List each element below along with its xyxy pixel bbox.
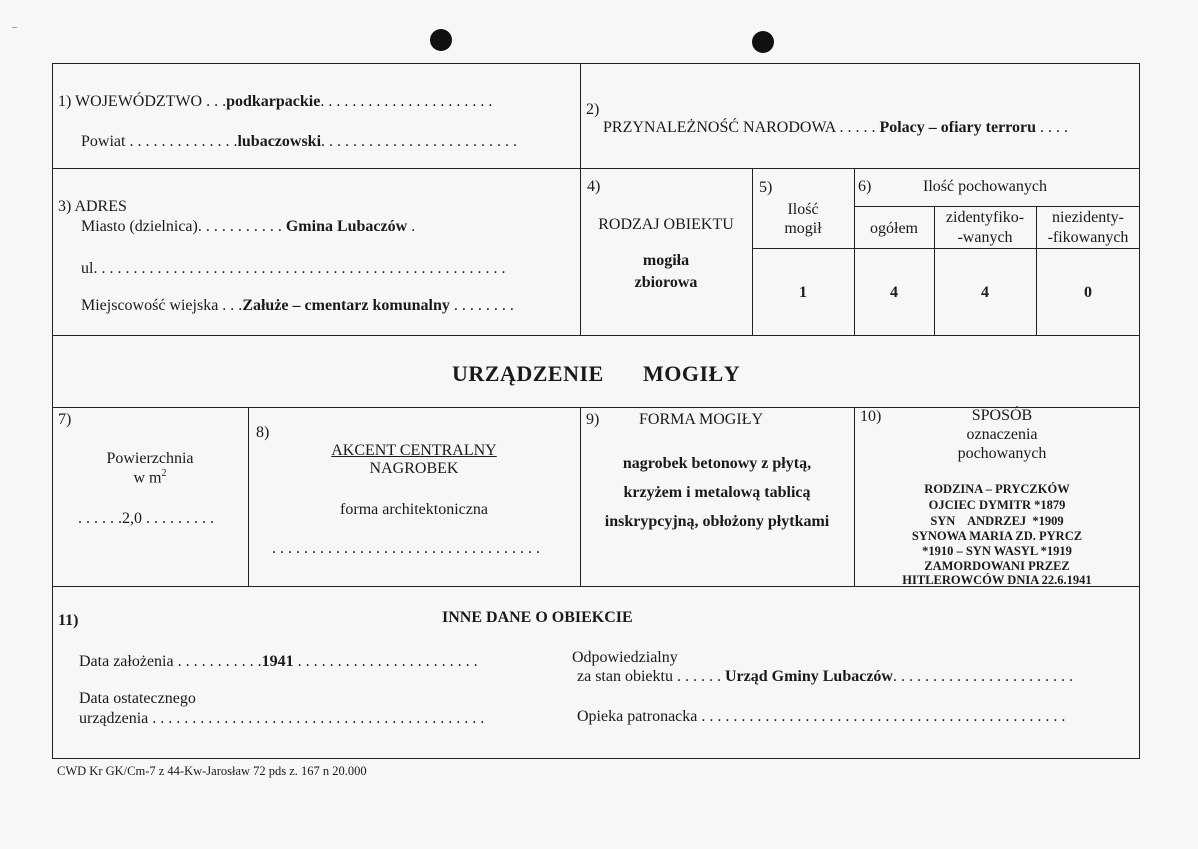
county-dots: . . . . . . . . . . . . . . . . . . . . . . . . . xyxy=(321,133,518,150)
graves-count-label-2: mogił xyxy=(784,220,822,237)
identified-header-1: zidentyfiko- xyxy=(945,209,1025,226)
inscription-line: HITLEROWCÓW DNIA 22.6.1941 xyxy=(902,573,1092,587)
inscription-line: RODZINA – PRYCZKÓW xyxy=(924,482,1070,496)
architectural-form-dots: . . . . . . . . . . . . . . . . . . . . . . . . . . . . . . . . . . xyxy=(272,540,540,557)
inscription-line: SYNOWA MARIA ZD. PYRCZ xyxy=(911,529,1083,543)
responsible-sub-label: za stan obiektu . . . . . . xyxy=(577,668,721,685)
s6-number: 6) xyxy=(858,178,872,195)
unidentified-header-2: -fikowanych xyxy=(1047,229,1129,246)
grave-form-line-3: inskrypcyjną, obłożony płytkami xyxy=(604,513,830,530)
central-accent-label: AKCENT CENTRALNY xyxy=(331,442,497,459)
identified-header-2: -wanych xyxy=(957,229,1013,246)
founding-date-dots: . . . . . . . . . . . . . . . . . . . . . . . xyxy=(297,653,478,670)
buried-total-header: ogółem xyxy=(870,220,918,237)
inscription-line: *1910 – SYN WASYL *1919 xyxy=(922,544,1072,558)
final-setup-label: Data ostatecznego xyxy=(79,690,196,707)
s11-number: 11) xyxy=(58,612,79,629)
voivodeship-field xyxy=(58,92,492,111)
graves-count-value: 1 xyxy=(799,284,807,301)
village-dots: . . . . . . . . xyxy=(453,297,514,314)
identified-value: 4 xyxy=(981,284,989,301)
section-title-2: MOGIŁY xyxy=(643,361,741,386)
s2-number: 2) xyxy=(586,101,600,118)
unidentified-header-1: niezidenty- xyxy=(1052,209,1124,226)
voivodeship-label: 1) WOJEWÓDZTWO . . . xyxy=(58,93,227,110)
voivodeship-dots: . . . . . . . . . . . . . . . . . . . . . . xyxy=(320,93,493,110)
object-type-label: RODZAJ OBIEKTU xyxy=(598,216,734,233)
buried-total-value: 4 xyxy=(890,284,898,301)
founding-date-field xyxy=(79,652,478,671)
object-type-value-1: mogiła xyxy=(642,252,690,269)
other-data-title: INNE DANE O OBIEKCIE xyxy=(442,609,633,626)
village-field xyxy=(81,296,514,315)
nationality-label: PRZYNALEŻNOŚĆ NARODOWA . . . . . xyxy=(603,119,876,136)
s9-number: 9) xyxy=(586,411,600,428)
address-heading: 3) ADRES xyxy=(58,198,127,215)
s5-number: 5) xyxy=(759,179,773,196)
marking-label-1: SPOSÓB xyxy=(971,407,1033,424)
inscription-line: OJCIEC DYMITR *1879 xyxy=(928,498,1066,512)
area-unit: w m xyxy=(133,469,162,487)
founding-date-label: Data założenia . . . . . . . . . . . xyxy=(79,653,262,670)
nationality-field xyxy=(603,118,1068,137)
street-field: ul. . . . . . . . . . . . . . . . . . . . . . . . . . . . . . . . . . . . . . . . . . . . . . . . . . . . xyxy=(81,260,506,277)
area-label-1: Powierzchnia xyxy=(106,450,194,467)
unidentified-value: 0 xyxy=(1084,284,1092,301)
patronage-field: Opieka patronacka . . . . . . . . . . . . . . . . . . . . . . . . . . . . . . . . . . . . . . . . . . . . . . xyxy=(577,708,1066,725)
grave-form-line-2: krzyżem i metalową tablicą xyxy=(623,484,811,501)
marking-label-3: pochowanych xyxy=(957,445,1047,462)
village-value: Załuże – cmentarz komunalny xyxy=(242,297,450,314)
final-setup-field: urządzenia . . . . . . . . . . . . . . . . . . . . . . . . . . . . . . . . . . . . . . . . . . xyxy=(79,710,485,727)
marking-label-2: oznaczenia xyxy=(966,426,1038,443)
scan-mark: ‒ xyxy=(12,22,17,33)
buried-count-label: Ilość pochowanych xyxy=(923,178,1047,195)
area-unit-exponent: 2 xyxy=(161,468,167,479)
section-title-1: URZĄDZENIE xyxy=(452,361,604,386)
city-dots: . xyxy=(411,218,416,235)
s4-number: 4) xyxy=(587,178,601,195)
form-footer-code: CWD Kr GK/Cm-7 z 44-Kw-Jarosław 72 pds z. 167 n 20.000 xyxy=(57,764,367,778)
s10-number: 10) xyxy=(860,408,882,425)
city-label: Miasto (dzielnica). . . . . . . . . . . xyxy=(81,218,282,235)
area-label-2 xyxy=(52,468,248,488)
s8-number: 8) xyxy=(256,424,270,441)
county-value: lubaczowski xyxy=(237,133,322,150)
inscription-line: ZAMORDOWANI PRZEZ xyxy=(924,559,1070,573)
grave-record-form xyxy=(52,63,1140,759)
county-label: Powiat . . . . . . . . . . . . . . xyxy=(81,133,238,150)
responsible-dots: . . . . . . . . . . . . . . . . . . . . . . . xyxy=(892,668,1073,685)
voivodeship-value: podkarpackie xyxy=(226,93,321,110)
grave-form-line-1: nagrobek betonowy z płytą, xyxy=(622,455,812,472)
tombstone-label: NAGROBEK xyxy=(369,460,459,477)
nationality-value: Polacy – ofiary terroru xyxy=(879,119,1036,136)
punch-hole-right xyxy=(752,31,774,53)
responsible-field xyxy=(577,667,1073,686)
area-value: . . . . . .2,0 . . . . . . . . . xyxy=(78,510,214,527)
responsible-value: Urząd Gminy Lubaczów xyxy=(724,668,893,685)
grave-form-label: FORMA MOGIŁY xyxy=(639,411,764,428)
punch-hole-left xyxy=(430,29,452,51)
architectural-form-label: forma architektoniczna xyxy=(340,501,488,518)
nationality-dots: . . . . xyxy=(1040,119,1068,136)
inscription-line: SYN ANDRZEJ *1909 xyxy=(930,514,1064,528)
s7-number: 7) xyxy=(58,411,72,428)
county-field xyxy=(81,132,517,151)
village-label: Miejscowość wiejska . . . xyxy=(81,297,243,314)
object-type-value-2: zbiorowa xyxy=(634,274,698,291)
graves-count-label-1: Ilość xyxy=(787,201,819,218)
responsible-label: Odpowiedzialny xyxy=(572,649,678,666)
city-value: Gmina Lubaczów xyxy=(285,218,408,235)
city-field xyxy=(81,217,415,236)
founding-date-value: 1941 xyxy=(261,653,294,670)
